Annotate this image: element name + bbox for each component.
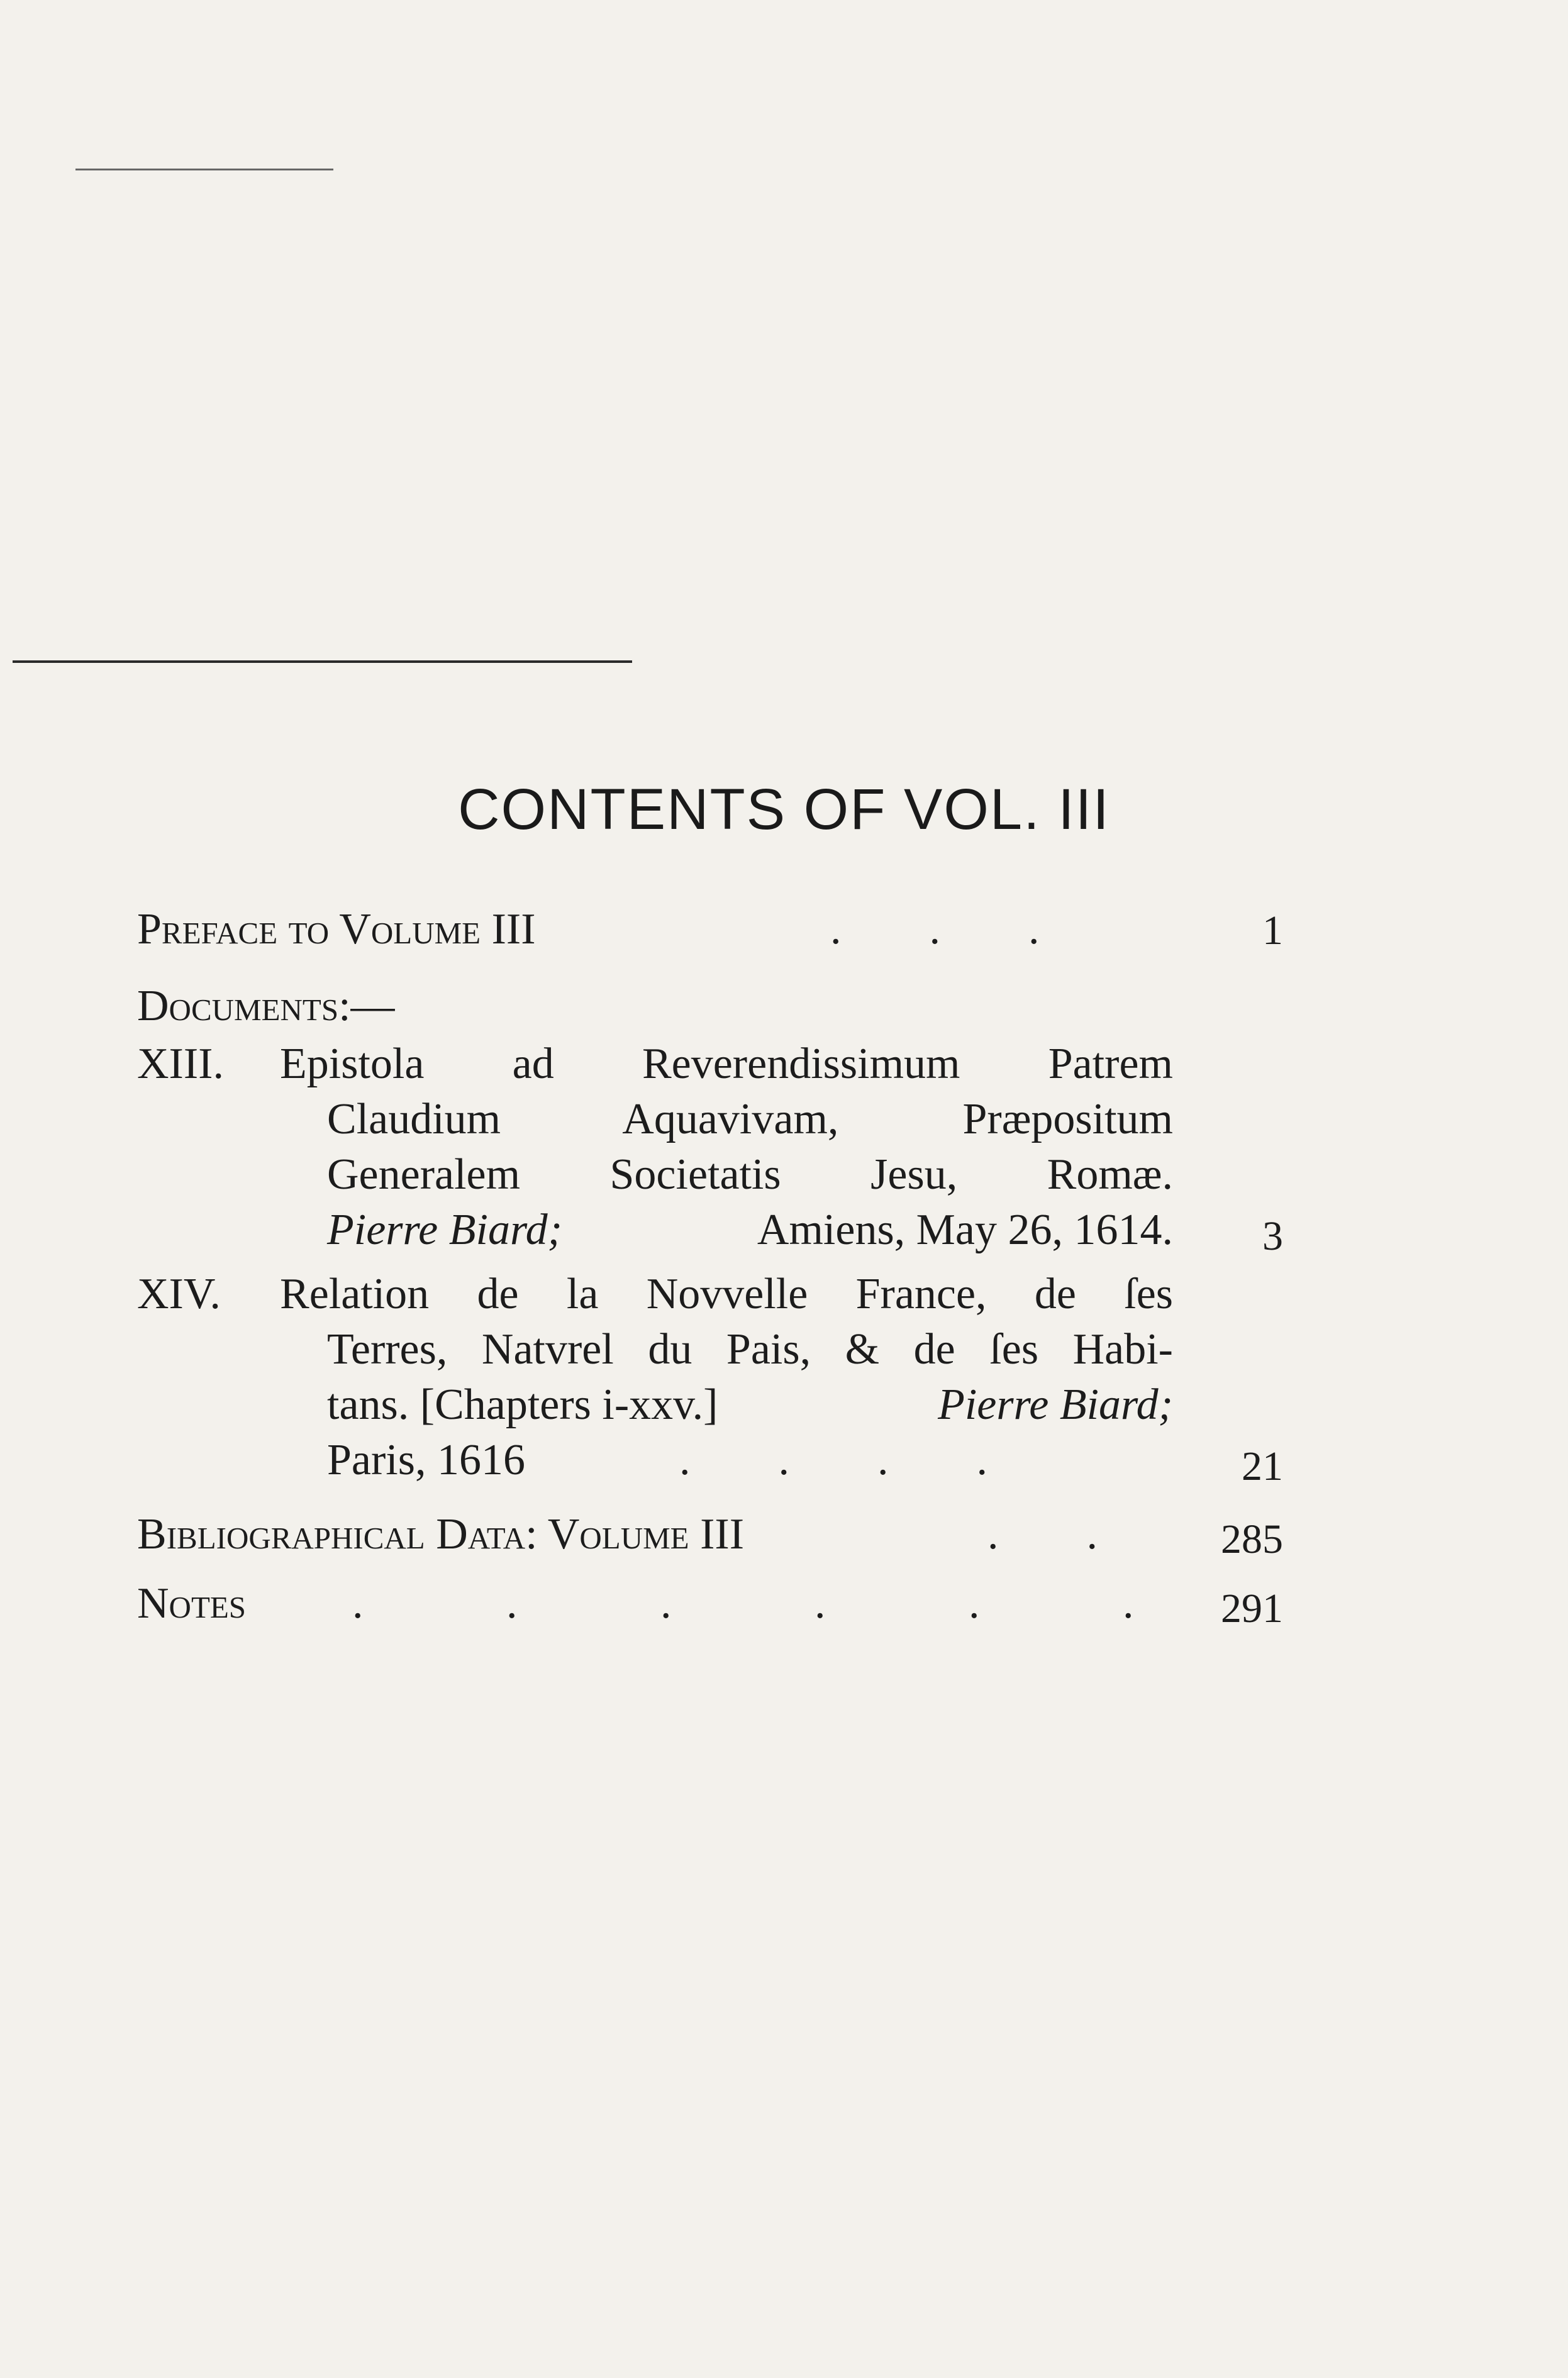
toc-entry-preface: Preface to Volume III <box>137 905 536 953</box>
page-number: 3 <box>1262 1213 1283 1259</box>
dot-leader: . . . <box>830 905 1040 953</box>
toc-documents-heading: Documents:— <box>137 982 395 1030</box>
doc-author: Pierre Biard; <box>938 1381 1173 1429</box>
doc-title-line: Claudium Aquavivam, Præpositum <box>327 1095 1173 1143</box>
dot-leader: . . . . . . <box>352 1579 1134 1628</box>
doc-title-line: Epistola ad Reverendissimum Patrem <box>280 1040 1173 1088</box>
doc-title-line: Relation de la Novvelle France, de ſes <box>280 1270 1173 1318</box>
dot-leader: . . . . <box>679 1436 987 1484</box>
page-number: 1 <box>1262 908 1283 953</box>
toc-entry-bibliographical-data: Bibliographical Data: Volume III <box>137 1510 745 1558</box>
doc-author-line <box>327 1205 1173 1255</box>
doc-number: XIV. <box>137 1270 221 1318</box>
header-rule <box>13 660 632 663</box>
page-number: 285 <box>1221 1516 1283 1562</box>
page-title: CONTENTS OF VOL. III <box>458 777 1110 842</box>
doc-place-date: Paris, 1616 <box>327 1436 525 1484</box>
doc-number: XIII. <box>137 1040 224 1088</box>
dot-leader: . . <box>987 1510 1098 1558</box>
doc-place-date: Amiens, May 26, 1614. <box>757 1206 1173 1254</box>
doc-title-line: tans. [Chapters i-xxv.] <box>327 1381 718 1429</box>
doc-author: Pierre Biard; <box>327 1206 562 1254</box>
doc-title-line: Generalem Societatis Jesu, Romæ. <box>327 1150 1173 1199</box>
doc-title-author-line <box>327 1380 1173 1430</box>
page-number: 291 <box>1221 1586 1283 1631</box>
toc-entry-notes: Notes <box>137 1579 247 1628</box>
doc-title-line: Terres, Natvrel du Pais, & de ſes Habi- <box>327 1325 1173 1374</box>
page-number: 21 <box>1242 1443 1283 1489</box>
top-rule <box>75 169 333 170</box>
